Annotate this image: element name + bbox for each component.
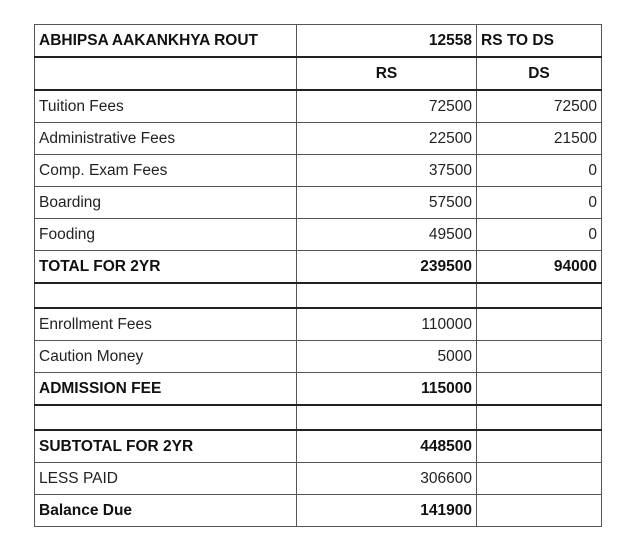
admission-fee-label: ADMISSION FEE <box>35 373 297 406</box>
fee-rs: 57500 <box>297 187 477 219</box>
column-ds: DS <box>477 57 602 90</box>
admission-fee-rs: 115000 <box>297 373 477 406</box>
subtotal-row <box>35 430 602 463</box>
fee-label: Comp. Exam Fees <box>35 155 297 187</box>
total-rs: 239500 <box>297 251 477 284</box>
fee-label: Administrative Fees <box>35 123 297 155</box>
fee-ds: 0 <box>477 187 602 219</box>
table-row <box>35 308 602 341</box>
empty-cell <box>477 308 602 341</box>
subtotal-rs: 448500 <box>297 430 477 463</box>
column-header-row <box>35 57 602 90</box>
empty-cell <box>477 405 602 430</box>
total-ds: 94000 <box>477 251 602 284</box>
empty-cell <box>477 373 602 406</box>
empty-cell <box>477 463 602 495</box>
fee-label: Boarding <box>35 187 297 219</box>
balance-rs: 141900 <box>297 495 477 527</box>
empty-cell <box>35 57 297 90</box>
fee-rs: 72500 <box>297 90 477 123</box>
empty-cell <box>297 405 477 430</box>
header-row <box>35 25 602 58</box>
table-row <box>35 123 602 155</box>
column-rs: RS <box>297 57 477 90</box>
fee-table <box>34 24 602 527</box>
fee-ds: 21500 <box>477 123 602 155</box>
admission-item-rs: 110000 <box>297 308 477 341</box>
table-row <box>35 90 602 123</box>
total-row <box>35 251 602 284</box>
header-amount: 12558 <box>297 25 477 58</box>
fee-ds: 0 <box>477 219 602 251</box>
fee-label: Tuition Fees <box>35 90 297 123</box>
admission-item-label: Caution Money <box>35 341 297 373</box>
empty-cell <box>35 283 297 308</box>
fee-ds: 72500 <box>477 90 602 123</box>
admission-item-label: Enrollment Fees <box>35 308 297 341</box>
fee-ds: 0 <box>477 155 602 187</box>
table-row <box>35 155 602 187</box>
spacer-row <box>35 405 602 430</box>
balance-label: Balance Due <box>35 495 297 527</box>
less-paid-rs: 306600 <box>297 463 477 495</box>
less-paid-row <box>35 463 602 495</box>
empty-cell <box>35 405 297 430</box>
empty-cell <box>477 430 602 463</box>
fee-rs: 22500 <box>297 123 477 155</box>
empty-cell <box>477 341 602 373</box>
fee-label: Fooding <box>35 219 297 251</box>
less-paid-label: LESS PAID <box>35 463 297 495</box>
empty-cell <box>477 495 602 527</box>
subtotal-label: SUBTOTAL FOR 2YR <box>35 430 297 463</box>
student-name: ABHIPSA AAKANKHYA ROUT <box>35 25 297 58</box>
balance-row <box>35 495 602 527</box>
total-label: TOTAL FOR 2YR <box>35 251 297 284</box>
admission-item-rs: 5000 <box>297 341 477 373</box>
fee-rs: 49500 <box>297 219 477 251</box>
header-note: RS TO DS <box>477 25 602 58</box>
table-row <box>35 219 602 251</box>
spacer-row <box>35 283 602 308</box>
table-row <box>35 341 602 373</box>
empty-cell <box>477 283 602 308</box>
fee-rs: 37500 <box>297 155 477 187</box>
empty-cell <box>297 283 477 308</box>
table-row <box>35 187 602 219</box>
admission-fee-row <box>35 373 602 406</box>
